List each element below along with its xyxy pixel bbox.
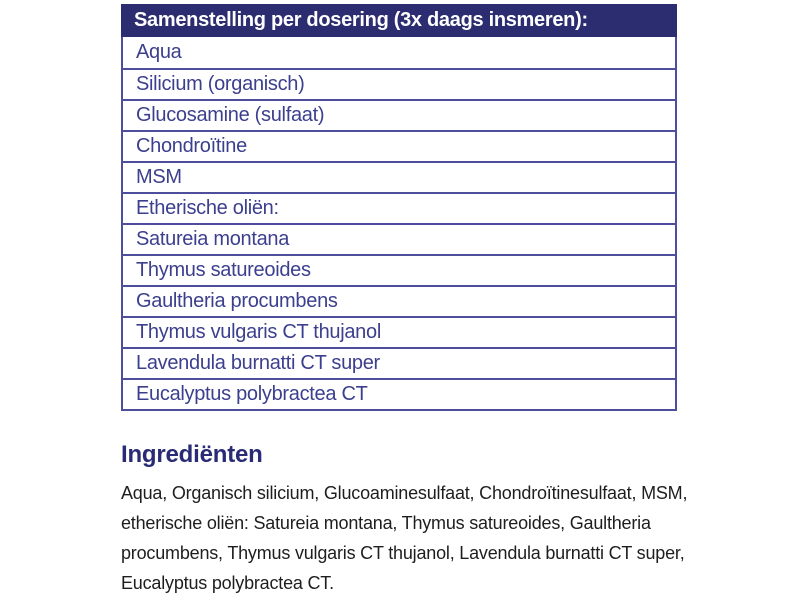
composition-table-header: Samenstelling per dosering (3x daags insmeren): (121, 4, 677, 37)
table-row: Thymus satureoides (123, 254, 675, 285)
label-content (121, 4, 709, 598)
composition-table (121, 4, 677, 411)
table-row: Eucalyptus polybractea CT (123, 378, 675, 409)
table-row: Chondroïtine (123, 130, 675, 161)
table-row: Etherische oliën: (123, 192, 675, 223)
table-row: Satureia montana (123, 223, 675, 254)
composition-table-rows (121, 37, 677, 411)
table-row: Lavendula burnatti CT super (123, 347, 675, 378)
table-row: Thymus vulgaris CT thujanol (123, 316, 675, 347)
table-row: MSM (123, 161, 675, 192)
table-row: Glucosamine (sulfaat) (123, 99, 675, 130)
ingredients-heading: Ingrediënten (121, 441, 263, 468)
table-row: Aqua (123, 37, 675, 68)
table-row: Gaultheria procumbens (123, 285, 675, 316)
table-row: Silicium (organisch) (123, 68, 675, 99)
ingredients-paragraph: Aqua, Organisch silicium, Glucoaminesulfaat, Chondroïtinesulfaat, MSM, etherische oliën: Satureia montana, Thymus satureoides, Gaultheria procumbens, Thymus vulgaris CT thujanol, Lavendula burnatti CT super, Eucalyptus polybractea CT. (121, 483, 688, 593)
